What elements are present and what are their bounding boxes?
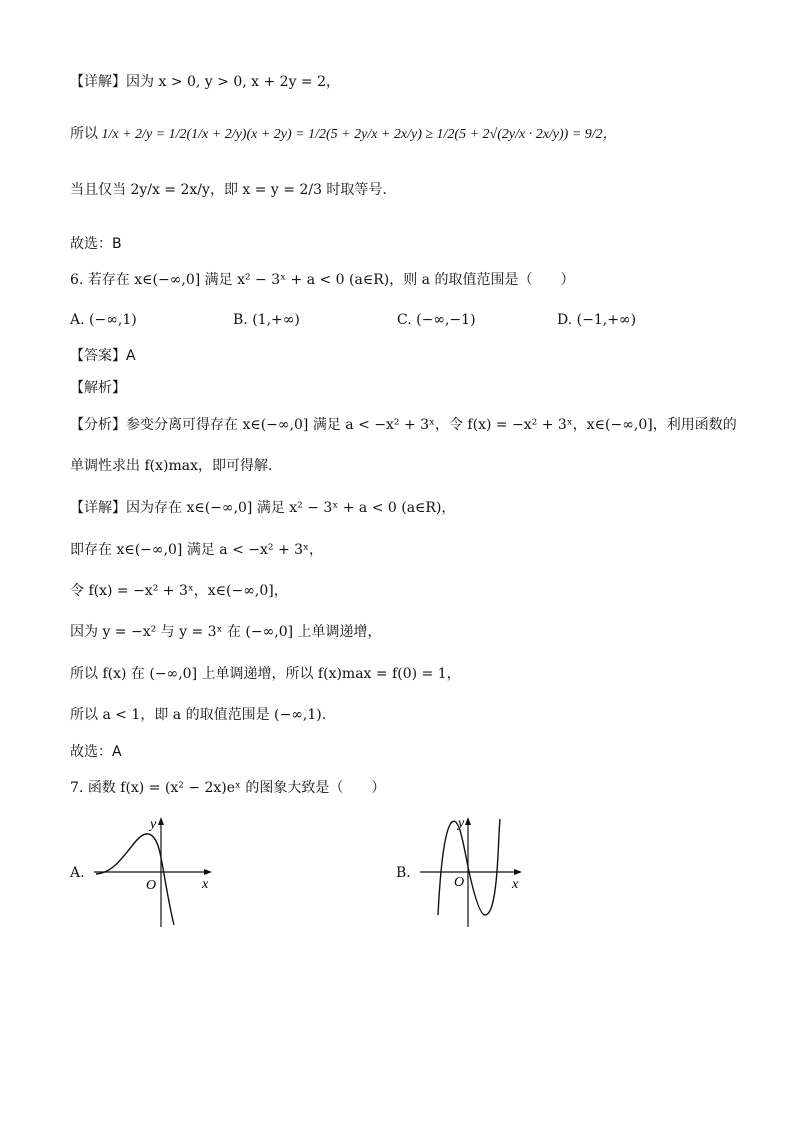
q6-detail-2: 即存在 x∈(−∞,0] 满足 a < −x² + 3ˣ， xyxy=(70,542,323,558)
option-label: A. xyxy=(70,312,85,328)
detail-label: 【详解】 xyxy=(70,74,126,90)
q6-analysis-2: 单调性求出 f(x)max，即可得解. xyxy=(70,458,273,474)
inequality-line xyxy=(70,108,617,160)
x-axis-arrow-icon xyxy=(204,869,212,875)
option-label: D. xyxy=(557,312,573,328)
q6-detail-1: 【详解】因为存在 x∈(−∞,0] 满足 x² − 3ˣ + a < 0 (a∈R)， xyxy=(70,500,456,516)
q6-option-c[interactable] xyxy=(397,312,476,328)
q6-conclusion: 故选：A xyxy=(70,744,122,760)
curve-b xyxy=(438,819,500,915)
option-label: C. xyxy=(397,312,412,328)
detail-line-1 xyxy=(70,72,340,92)
q6-answer: 【答案】A xyxy=(70,348,136,364)
q6-detail-4: 因为 y = −x² 与 y = 3ˣ 在 (−∞,0] 上单调递增， xyxy=(70,624,382,640)
q6-analysis-1: 【分析】参变分离可得存在 x∈(−∞,0] 满足 a < −x² + 3ˣ，令 f(x) = −x² + 3ˣ，x∈(−∞,0]，利用函数的 xyxy=(70,417,737,433)
y-axis-label: y xyxy=(458,816,465,831)
inequality-prefix: 所以 xyxy=(70,126,98,142)
y-axis-arrow-icon xyxy=(465,817,471,825)
q6-analysis-label: 【解析】 xyxy=(70,380,126,396)
origin-label: O xyxy=(146,878,157,893)
q6-number: 6. xyxy=(70,272,84,288)
q7-number: 7. xyxy=(70,780,84,796)
graph-a-svg xyxy=(92,815,252,930)
option-value: (−1,+∞) xyxy=(576,312,637,328)
q6-stem xyxy=(70,270,574,290)
q6-detail-3: 令 f(x) = −x² + 3ˣ，x∈(−∞,0]， xyxy=(70,583,288,599)
q6-option-b[interactable] xyxy=(233,312,300,328)
q6-detail-6: 所以 a < 1，即 a 的取值范围是 (−∞,1). xyxy=(70,707,327,723)
detail-text: 因为 x > 0, y > 0, x + 2y = 2， xyxy=(126,74,341,90)
q7-stem xyxy=(70,778,385,798)
x-axis-label: x xyxy=(512,877,519,892)
q6-option-a[interactable] xyxy=(70,312,137,328)
curve-a xyxy=(96,834,174,925)
y-axis-arrow-icon xyxy=(158,817,164,825)
x-axis-arrow-icon xyxy=(514,869,522,875)
option-value: (−∞,−1) xyxy=(416,312,476,328)
q6-option-d[interactable] xyxy=(557,312,636,328)
equality-condition: 当且仅当 2y/x = 2x/y，即 x = y = 2/3 时取等号. xyxy=(70,182,387,198)
q5-answer: 故选：B xyxy=(70,236,122,252)
y-axis-label: y xyxy=(150,817,157,832)
option-value: (−∞,1) xyxy=(89,312,137,328)
graph-b-svg xyxy=(418,815,568,930)
x-axis-label: x xyxy=(202,877,209,892)
option-label: B. xyxy=(233,312,248,328)
origin-label: O xyxy=(454,875,465,890)
inequality-expr: 1/x + 2/y = 1/2(1/x + 2/y)(x + 2y) = 1/2(5 + 2y/x + 2x/y) ≥ 1/2(5 + 2√(2y/x · 2x/y)) = 9/2， xyxy=(101,127,617,142)
graph-a-label: A. xyxy=(70,865,85,881)
option-value: (1,+∞) xyxy=(252,312,300,328)
q6-stem-text: 若存在 x∈(−∞,0] 满足 x² − 3ˣ + a < 0 (a∈R)，则 a 的取值范围是（ ） xyxy=(87,272,575,288)
q7-stem-text: 函数 f(x) = (x² − 2x)eˣ 的图象大致是（ ） xyxy=(87,780,386,796)
graph-b-label: B. xyxy=(396,865,411,881)
q6-detail-5: 所以 f(x) 在 (−∞,0] 上单调递增，所以 f(x)max = f(0) = 1， xyxy=(70,666,461,682)
